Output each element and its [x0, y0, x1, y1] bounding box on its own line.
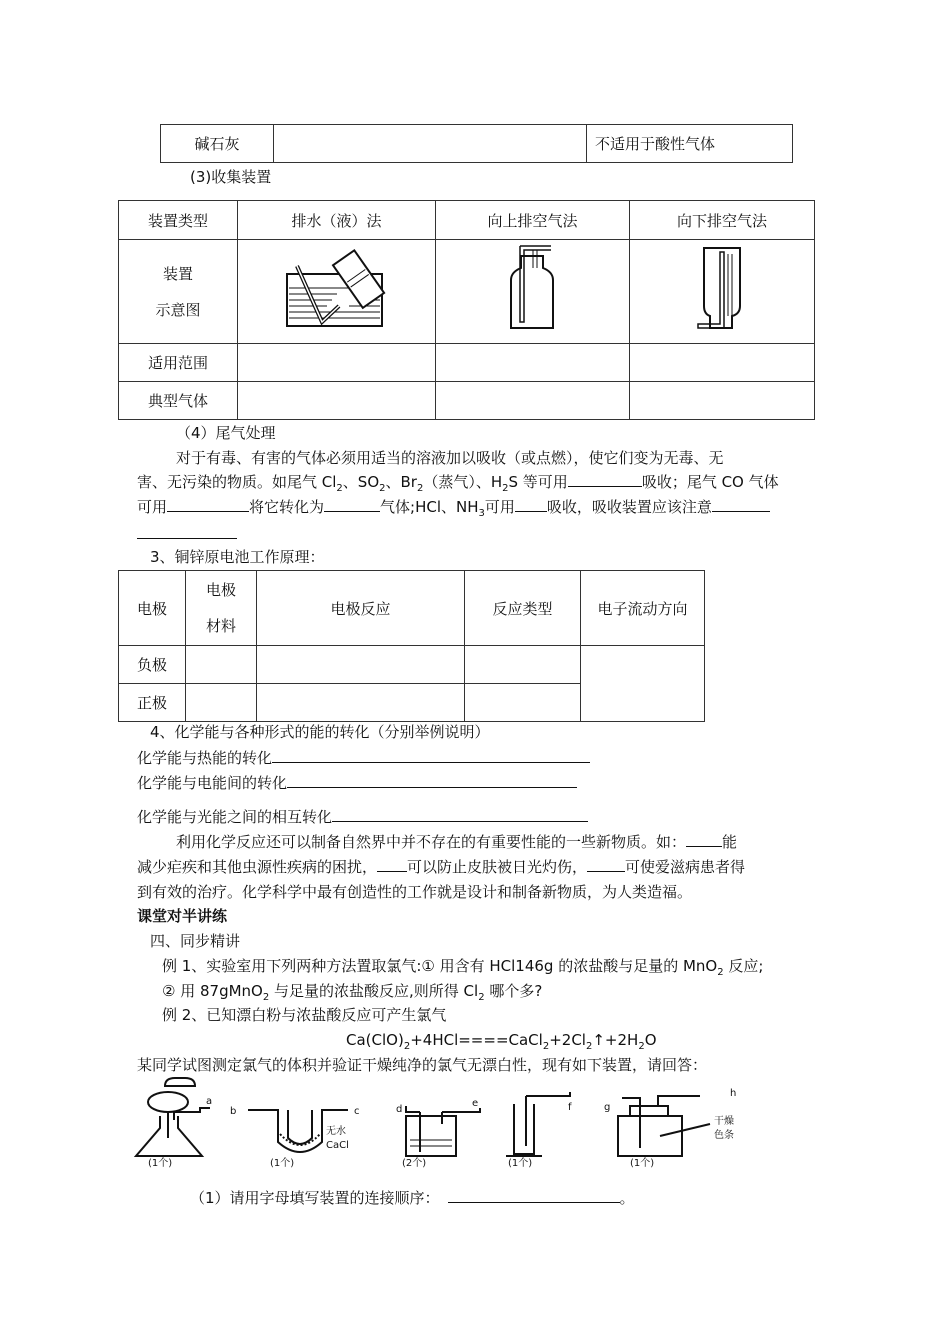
tail-gas-p1: 对于有毒、有害的气体必须用适当的溶液加以吸收（或点燃），使它们变为无毒、无: [176, 449, 724, 467]
example-1-line-1: 例 1、实验室用下列两种方法置取氯气:① 用含有 HCl146g 的浓盐酸与足量的 MnO$_2$ 反应;: [162, 957, 764, 978]
cell-table: [118, 570, 705, 722]
apparatus-diagram: [130, 1076, 780, 1168]
drying-agent-cell: 碱石灰: [161, 125, 274, 163]
blank-notice-continued[interactable]: [137, 522, 237, 539]
cell-negative: 负极: [119, 646, 186, 684]
blank-aids[interactable]: [587, 855, 625, 872]
label-h: h: [730, 1088, 737, 1099]
scope-label: 适用范围: [119, 344, 238, 382]
tail-gas-p3: 可用 将它转化为 气体;HCl、$NH_3$可用 吸收，吸收装置应该注意: [137, 495, 770, 526]
blank-hcl-absorbent[interactable]: [515, 495, 547, 512]
header-upward: 向上排空气法: [436, 201, 630, 240]
header-downward: 向下排空气法: [630, 201, 815, 240]
question-1: （1）请用字母填写装置的连接顺序： 。: [190, 1186, 635, 1211]
drying-table: [160, 124, 793, 163]
upward-air-diagram-cell: [436, 240, 630, 344]
downward-air-displacement-diagram: [692, 244, 752, 336]
count-5: (1个): [630, 1158, 655, 1168]
energy-heat: 化学能与热能的转化: [137, 746, 590, 771]
new-material-p3: 到有效的治疗。化学科学中最有创造性的工作就是设计和制备新物质，为人类造福。: [137, 883, 693, 901]
blank-connection-order[interactable]: [448, 1186, 620, 1203]
example-2-intro: 某同学试图测定氯气的体积并验证干燥纯净的氯气无漂白性，现有如下装置，请回答：: [137, 1056, 708, 1074]
typical-gas-label: 典型气体: [119, 382, 238, 420]
count-2: (1个): [270, 1158, 295, 1168]
collection-table: [118, 200, 815, 420]
upward-air-displacement-diagram: [503, 244, 563, 336]
tail-gas-p2: 害、无污染的物质。如尾气 $Cl_2$、$SO_2$、$Br_2$（蒸气）、$H_2S$ 等可用 吸收；尾气 CO 气体: [137, 470, 779, 501]
dry-strip-label-1: 干燥: [714, 1116, 734, 1127]
section-collection-title: (3)收集装置: [190, 168, 272, 186]
blank-sunscreen[interactable]: [377, 855, 407, 872]
dry-strip-label-2: 色条: [714, 1130, 734, 1141]
energy-electric: 化学能与电能间的转化: [137, 771, 577, 796]
energy-title: 4、化学能与各种形式的能的转化（分别举例说明）: [150, 723, 490, 741]
practice-heading: 课堂对半讲练: [137, 907, 228, 925]
label-g: g: [604, 1102, 611, 1113]
cacl2-label-2: CaCl: [326, 1140, 349, 1151]
blank-light[interactable]: [332, 805, 588, 822]
header-water: 排水（液）法: [238, 201, 436, 240]
blank-notice[interactable]: [712, 495, 770, 512]
note-cell: 不适用于酸性气体: [587, 125, 793, 163]
practice-sub: 四、同步精讲: [150, 932, 241, 950]
blank-electric[interactable]: [287, 771, 577, 788]
blank-heat[interactable]: [272, 746, 590, 763]
label-f: f: [568, 1102, 572, 1113]
example-1-line-2: ② 用 87gMnO$_2$ 与足量的浓盐酸反应,则所得 $Cl_2$ 哪个多?: [162, 982, 543, 1003]
example-2: 例 2、已知漂白粉与浓盐酸反应可产生氯气: [162, 1006, 447, 1024]
tail-gas-title: （4）尾气处理: [176, 424, 276, 442]
blank-co-product[interactable]: [324, 495, 380, 512]
new-material-p1: 利用化学反应还可以制备自然界中并不存在的有重要性能的一些新物质。如： 能: [176, 830, 737, 855]
label-a: a: [206, 1096, 213, 1107]
new-material-p2: 减少疟疾和其他虫源性疾病的困扰， 可以防止皮肤被日光灼伤， 可使爱滋病患者得: [137, 855, 745, 880]
blank-malaria[interactable]: [686, 830, 722, 847]
blank-co-reagent[interactable]: [167, 495, 249, 512]
cell-h-electrode: 电极: [119, 571, 186, 646]
count-4: (1个): [508, 1158, 533, 1168]
label-b: b: [230, 1106, 237, 1117]
diagram-label: [119, 240, 238, 344]
label-e: e: [472, 1098, 479, 1109]
header-type: 装置类型: [119, 201, 238, 240]
label-c: c: [354, 1106, 360, 1117]
diagram-label-2: 示意图: [155, 300, 201, 319]
cell-h-material: 电极 材料: [186, 571, 257, 646]
cell-positive: 正极: [119, 684, 186, 722]
cell-title: 3、铜锌原电池工作原理：: [150, 548, 325, 566]
cell-h-type: 反应类型: [465, 571, 581, 646]
equation: $Ca(ClO)_2+4HCl====CaCl_2+2Cl_2↑+2H_2O$: [346, 1031, 657, 1052]
downward-air-diagram-cell: [630, 240, 815, 344]
diagram-label-1: 装置: [162, 264, 193, 283]
cell-h-flow: 电子流动方向: [581, 571, 705, 646]
empty-cell: [274, 125, 587, 163]
water-method-diagram-cell: [238, 240, 436, 344]
label-d: d: [396, 1104, 403, 1115]
count-1: (1个): [148, 1158, 173, 1168]
blank-absorbent[interactable]: [568, 470, 642, 487]
count-3: (2个): [402, 1158, 427, 1168]
energy-light: 化学能与光能之间的相互转化: [137, 805, 588, 830]
cacl2-label-1: 无水: [326, 1126, 346, 1137]
cell-h-reaction: 电极反应: [257, 571, 465, 646]
water-displacement-diagram: [277, 244, 397, 336]
